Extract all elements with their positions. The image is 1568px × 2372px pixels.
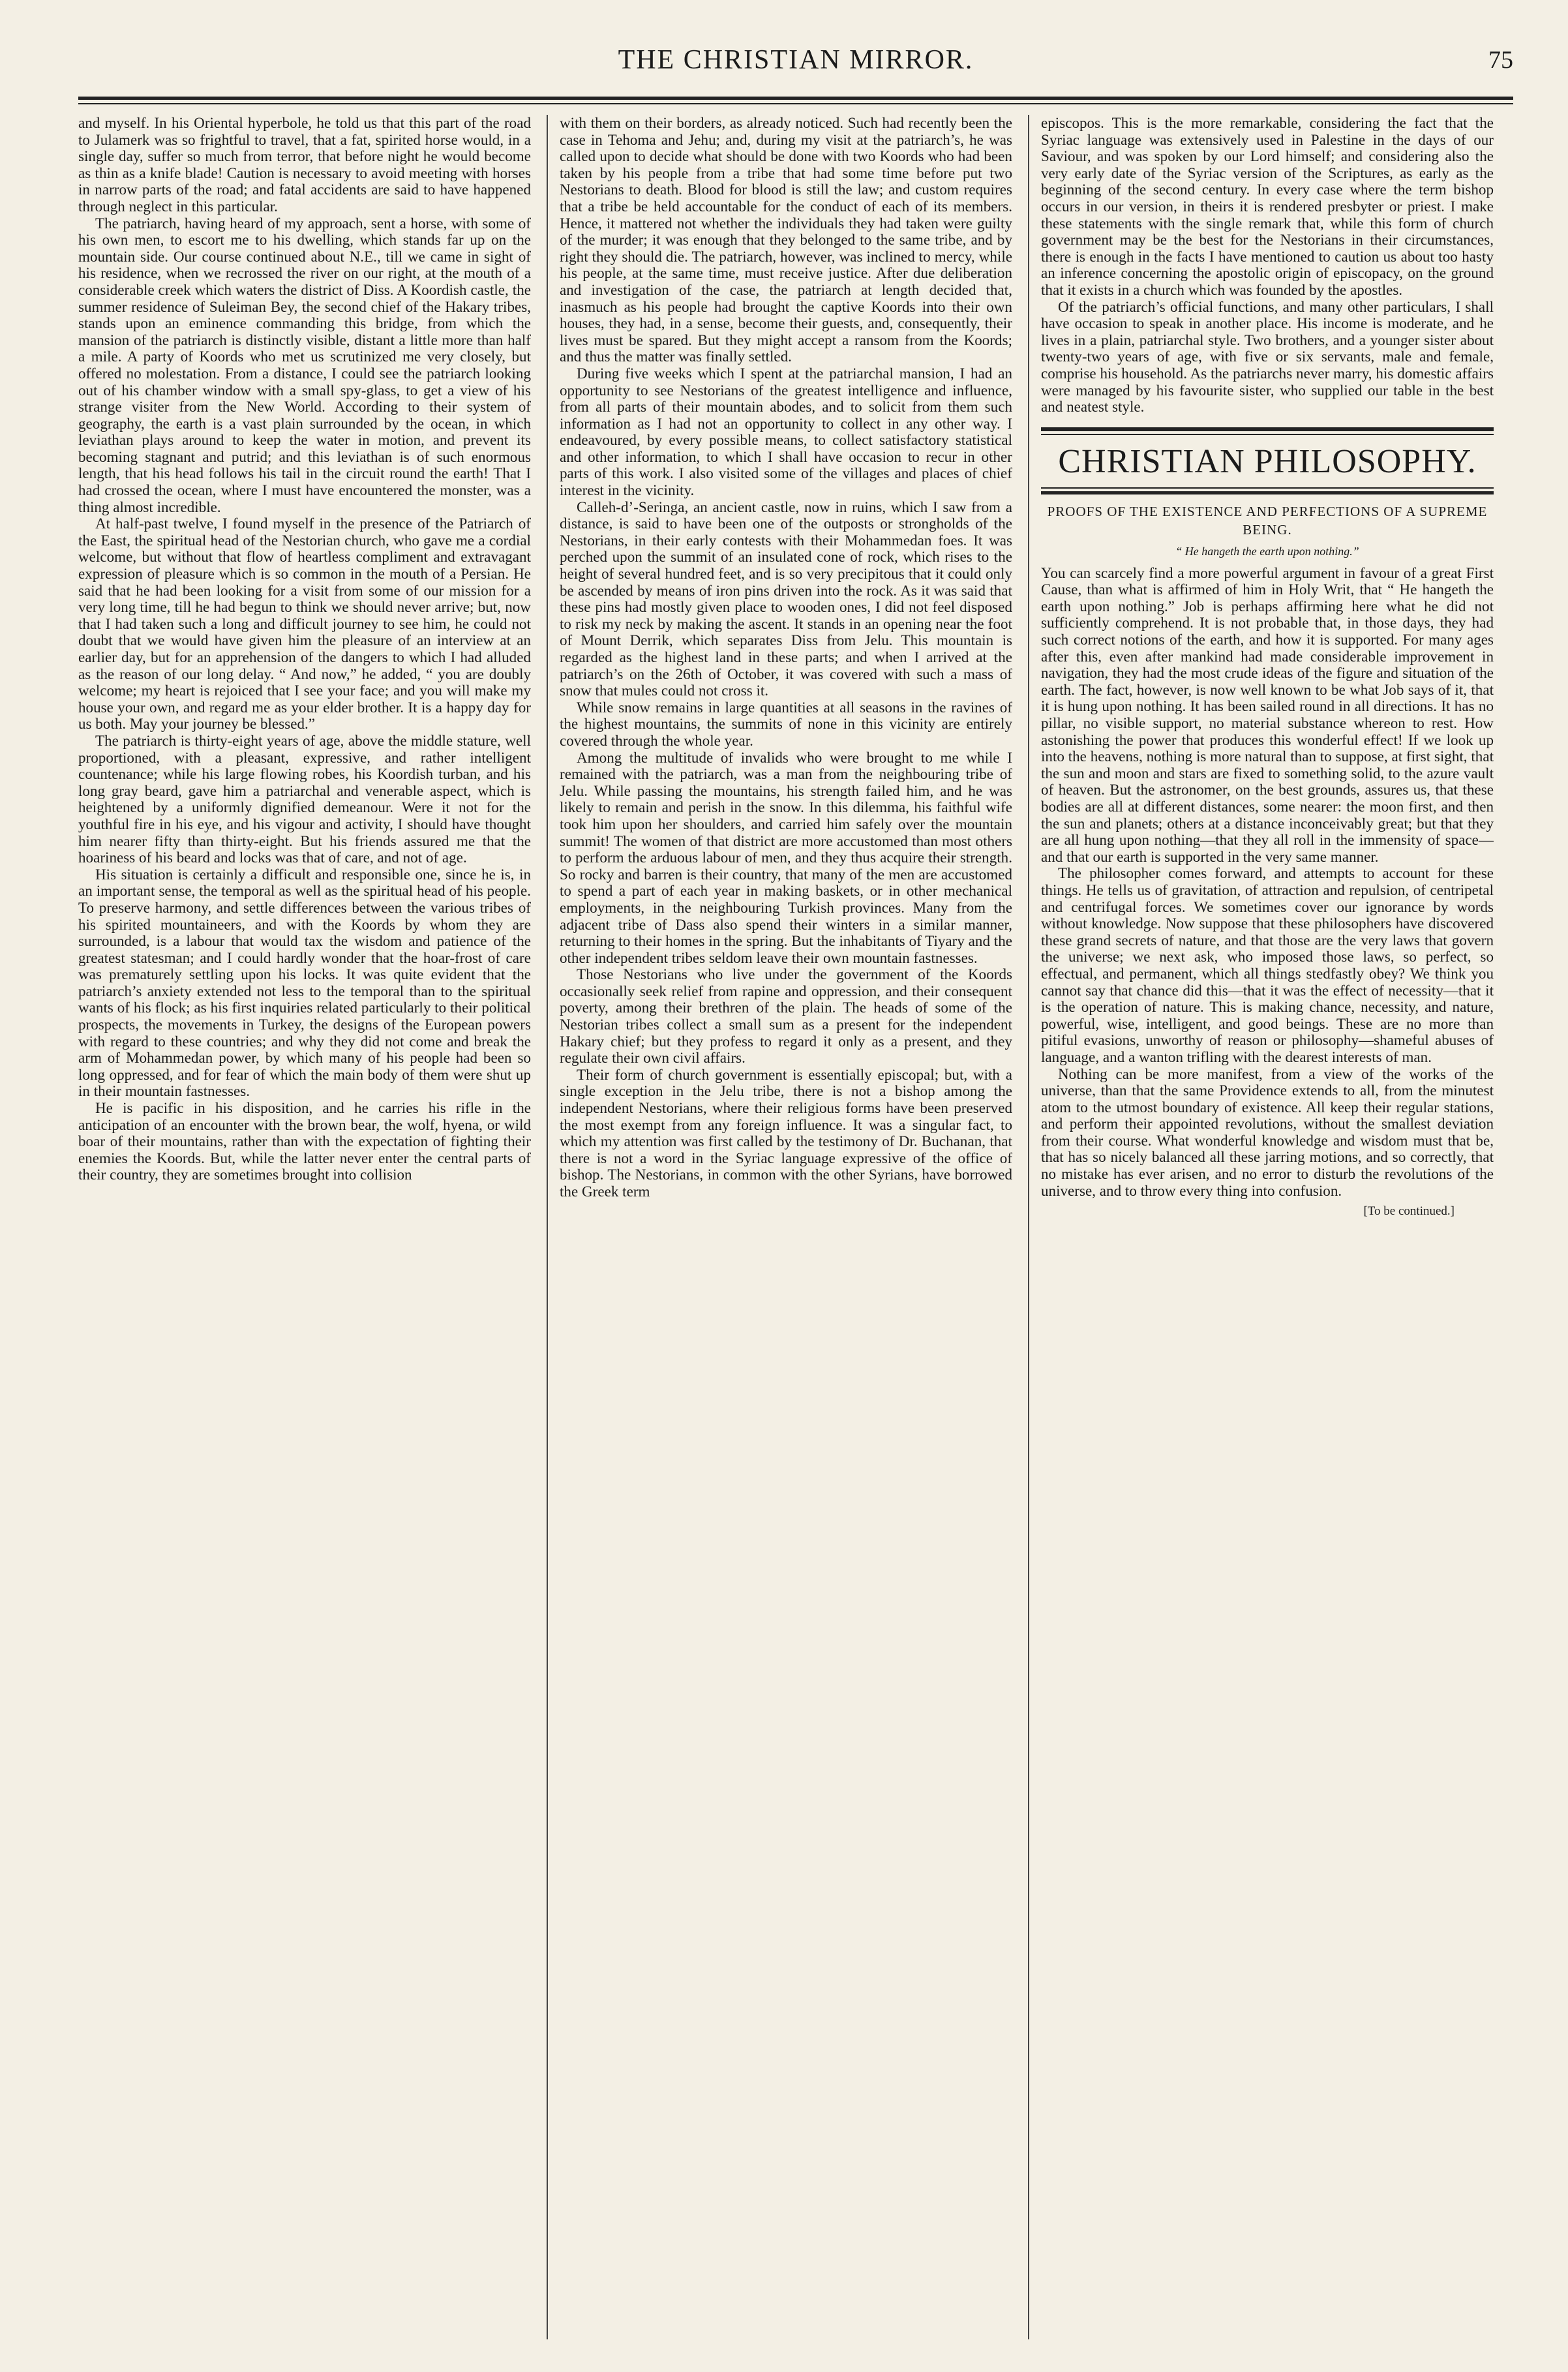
paragraph: with them on their borders, as already noticed. Such had recently been the case in Tehoma and Jehu; and, during my visit at the patriarch’s, he was called upon to decide what should be done with two Koords who had been taken by his people from a tribe that had some time before put two Nestorians to death. Blood for blood is still the law; and custom requires that a tribe be held accountable for the conduct of each of its members. Hence, it mattered not whether the individuals they had taken were guilty of the murder; it was enough that they belonged to the same tribe, and by right they should die. The patriarch, however, was inclined to mercy, while his people, at the same time, must receive justice. After due deliberation and investigation of the case, the patriarch at length decided that, inasmuch as his people had brought the captive Koords into their own houses, they had, in a sense, become their guests, and, consequently, their lives must be spared. But they might accept a ransom from the Koords; and thus the matter was finally settled. — [560, 115, 1012, 365]
column-divider — [547, 115, 548, 2339]
header-rule — [78, 97, 1513, 104]
paragraph: The philosopher comes forward, and attempts to account for these things. He tells us of gravitation, of attraction and repulsion, of centripetal and centrifugal forces. We sometimes cover our ignorance by words without knowledge. Now suppose that these philosophers have discovered these grand secrets of nature, and that those are the very laws that govern the universe; we next ask, who imposed those laws, so perfect, so effectual, and permanent, which all things stedfastly obey? We think you cannot say that chance did this—that it was the effect of necessity—that it is the operation of nature. This is making chance, necessity, and nature, powerful, wise, intelligent, and good beings. These are no more than pitiful evasions, unworthy of reason or philosophy—shameful abuses of language, and a wanton trifling with the dearest interests of man. — [1041, 864, 1494, 1065]
paragraph: Those Nestorians who live under the government of the Koords occasionally seek relief from rapine and oppression, and their consequent poverty, among their brethren of the plain. The heads of some of the Nestorian tribes collect a small sum as a present for the independent Hakary chief; but they profess to regard it only as a present, and they regulate their own civil affairs. — [560, 966, 1012, 1067]
paragraph: You can scarcely find a more powerful argument in favour of a great First Cause, than what is affirmed of him in Holy Writ, that “ He hangeth the earth upon nothing.” Job is perhaps affirming here what he did not sufficiently comprehend. It is not probable that, in those days, they had such correct notions of the earth, and how it is supported. For many ages after this, even after mankind had made considerable improvement in navigation, they had the most crude ideas of the figure and situation of the earth. The fact, however, is now well known to be what Job says of it, that it is hung upon nothing. It has been sailed round in all directions. It has no pillar, no visible support, no material substance whereon to rest. How astonishing the power that produces this wonderful effect! If we look up into the heavens, nothing is more natural than to suppose, at first sight, that the sun and moon and stars are fixed to something solid, to the azure vault of heaven. But the astronomer, on the best grounds, assures us, that these bodies are all at different distances, some nearer: the moon first, and then the sun and planets; others at a distance inconceivably great; but that they are all hung upon nothing—that they all roll in the immensity of space—and that our earth is supported in the very same manner. — [1041, 564, 1494, 865]
column-divider — [1028, 115, 1029, 2339]
paragraph: He is pacific in his disposition, and he carries his rifle in the anticipation of an encounter with the brown bear, the wolf, hyena, or wild boar of their mountains, rather than with the expectation of fighting their enemies the Koords. But, while the latter never enter the central parts of their country, they are sometimes brought into collision — [78, 1099, 531, 1183]
paragraph: At half-past twelve, I found myself in the presence of the Patriarch of the East, the spiritual head of the Nestorian church, who gave me a cordial welcome, but without that flow of heartless compliment and extravagant expression of pleasure which is so common in the mouth of a Persian. He said that he had been looking for a visit from some of our mission for a very long time, till he had begun to think we should never arrive; but, now that I had taken such a long and difficult journey to see him, he could not doubt that we would have given him the pleasure of an interview at an earlier day, but for an apprehension of the dangers to which I had alluded as the reason of our long delay. “ And now,” he added, “ you are doubly welcome; my heart is rejoiced that I see your face; and you will make my house your own, and regard me as your elder brother. It is a happy day for us both. May your journey be blessed.” — [78, 515, 531, 733]
column-2 — [560, 115, 1012, 2346]
section-christian-philosophy — [1041, 427, 1494, 1220]
paragraph: Nothing can be more manifest, from a view of the works of the universe, than that the same Providence extends to all, from the minutest atom to the utmost boundary of existence. All keep their regular stations, and perform their appointed revolutions, without the smallest deviation from their course. What wonderful knowledge and wisdom must that be, that has so nicely balanced all these jarring motions, and so correctly, that no mistake has ever arisen, and no error to disturb the revolutions of the universe, and to throw every thing into confusion. — [1041, 1065, 1494, 1199]
section-subheading: PROOFS OF THE EXISTENCE AND PERFECTIONS OF A SUPREME BEING. — [1047, 503, 1488, 538]
paragraph: and myself. In his Oriental hyperbole, he told us that this part of the road to Julamerk was so frightful to travel, that a fat, spirited horse would, in a single day, suffer so much from terror, that before night he would become as thin as a knife blade! Caution is necessary to avoid meeting with horses in narrow parts of the road; and fatal accidents are said to have happened through neglect in this particular. — [78, 115, 531, 215]
paragraph: His situation is certainly a difficult and responsible one, since he is, in an important sense, the temporal as well as the spiritual head of his people. To preserve harmony, and settle differences between the various tribes of his spirited mountaineers, and with the Koords by whom they are surrounded, is a labour that would tax the wisdom and patience of the greatest statesman; and I could hardly wonder that the hoar-frost of care was prematurely settling upon his locks. It was quite evident that the patriarch’s anxiety extended not less to the temporal than to the spiritual wants of his flock; as his first inquiries related particularly to their political prospects, the movements in Turkey, the designs of the European powers with regard to these countries; and why they did not come and break the arm of Mohammedan power, by which many of his people had been so long oppressed, and for fear of which the main body of them were shut up in their mountain fastnesses. — [78, 865, 531, 1100]
section-rule — [1041, 427, 1494, 435]
paragraph: Their form of church government is essentially episcopal; but, with a single exception in the Jelu tribe, there is not a bishop among the independent Nestorians, where their religious forms have been preserved the most exempt from any foreign influence. It was a singular fact, to which my attention was first called by the testimony of Dr. Buchanan, that there is not a word in the Syriac language expressive of the office of bishop. The Nestorians, in common with the other Syrians, have borrowed the Greek term — [560, 1065, 1012, 1200]
column-1 — [78, 115, 531, 2346]
paragraph: episcopos. This is the more remarkable, considering the fact that the Syriac language was extensively used in Palestine in the days of our Saviour, and was spoken by our Lord himself; and considering also the very early date of the Syriac version of the Scriptures, as early as the beginning of the second century. In every case where the term bishop occurs in our version, in theirs it is rendered presbyter or priest. I make these statements with the single remark that, while this form of church government may be the best for the Nestorians in their circumstances, there is enough in the facts I have mentioned to caution us about too hasty an inference concerning the apostolic origin of episcopacy, on the ground that it exists in a church which was founded by the apostles. — [1041, 115, 1494, 298]
section-rule — [1041, 487, 1494, 494]
paragraph: Calleh-d’-Seringa, an ancient castle, now in ruins, which I saw from a distance, is said to have been one of the outposts or strongholds of the Nestorians, in their early contests with their Mohammedan foes. It was perched upon the summit of an insulated cone of rock, which rises to the height of several hundred feet, and is so very precipitous that it could only be ascended by means of iron pins driven into the rock. As it was said that these pins had mostly given place to wooden ones, I did not feel disposed to risk my neck by making the ascent. It stands in an opening near the foot of Mount Derrik, which separates Diss from Jelu. This mountain is regarded as the highest land in these parts; and when I arrived at the patriarch’s on the 26th of October, it was covered with such a mass of snow that mules could not cross it. — [560, 498, 1012, 699]
paragraph: Among the multitude of invalids who were brought to me while I remained with the patriarch, was a man from the neighbouring tribe of Jelu. While passing the mountains, his strength failed him, and he was likely to remain and perish in the snow. In this dilemma, his faithful wife took him upon her shoulders, and carried him safely over the mountain summit! The women of that district are more accustomed than most others to perform the arduous labour of men, and they thus acquire their strength. So rocky and barren is their country, that many of the men are accustomed to spend a part of each year in making baskets, or in other mechanical employments, in the neighbouring Turkish provinces. Many from the adjacent tribe of Dass also spend their winters in a similar manner, returning to their homes in the spring. But the inhabitants of Tiyary and the other independent tribes seldom leave their own mountain fastnesses. — [560, 748, 1012, 966]
paragraph: The patriarch is thirty-eight years of age, above the middle stature, well proportioned, with a pleasant, expressive, and rather intelligent countenance; while his large flowing robes, his Koordish turban, and his long gray beard, gave him a patriarchal and venerable aspect, which is heightened by a uniformly dignified demeanour. Were it not for the youthful fire in his eye, and his vigour and activity, I should have thought him nearer fifty than thirty-eight. But his friends assured me that the hoariness of his beard and locks was that of care, and not of age. — [78, 731, 531, 866]
page-number: 75 — [1488, 46, 1513, 74]
paragraph: Of the patriarch’s official functions, and many other particulars, I shall have occasion to speak in another place. His income is moderate, and he lives in a plain, patriarchal style. Two brothers, and a younger sister about twenty-two years of age, with five or six servants, male and female, comprise his household. As the patriarchs never marry, his domestic affairs were managed by his favourite sister, who supplied our table in the best and neatest style. — [1041, 297, 1494, 416]
section-title: CHRISTIAN PHILOSOPHY. — [1058, 442, 1477, 480]
to-be-continued-note: [To be continued.] — [1363, 1204, 1455, 1219]
page-header — [78, 40, 1513, 80]
column-3 — [1041, 115, 1494, 2346]
paragraph: While snow remains in large quantities at all seasons in the ravines of the highest mountains, the summits of none in this vicinity are entirely covered through the whole year. — [560, 698, 1012, 749]
epigraph: “ He hangeth the earth upon nothing.” — [1175, 544, 1359, 558]
running-title: THE CHRISTIAN MIRROR. — [618, 45, 974, 75]
paragraph: During five weeks which I spent at the patriarchal mansion, I had an opportunity to see Nestorians of the greatest intelligence and influence, from all parts of their mountain abodes, and to solicit from them such information as I had not an opportunity to collect in any other way. I endeavoured, by every possible means, to collect satisfactory statistical and other information, to which I shall have occasion to recur in other parts of this work. I also visited some of the villages and places of chief interest in the vicinity. — [560, 364, 1012, 499]
paragraph: The patriarch, having heard of my approach, sent a horse, with some of his own men, to escort me to his dwelling, which stands far up on the mountain side. Our course continued about N.E., till we came in sight of his residence, when we recrossed the river on our right, at the mouth of a considerable creek which waters the district of Diss. A Koordish castle, the summer residence of Suleiman Bey, the second chief of the Hakary tribes, stands upon an eminence commanding this bridge, from which the mansion of the patriarch is distinctly visible, distant a little more than half a mile. A party of Koords who met us scrutinized me very closely, but offered no molestation. From a distance, I could see the patriarch looking out of his chamber window with a small spy-glass, to get a view of his strange visiter from the New World. According to their system of geography, the earth is a vast plain surrounded by the ocean, in which leviathan plays around to keep the water in motion, and prevent its becoming stagnant and putrid; and this leviathan is of such enormous length, that his head follows his tail in the circuit round the earth! That I had crossed the ocean, where I must have encountered the monster, was a thing almost incredible. — [78, 214, 531, 515]
